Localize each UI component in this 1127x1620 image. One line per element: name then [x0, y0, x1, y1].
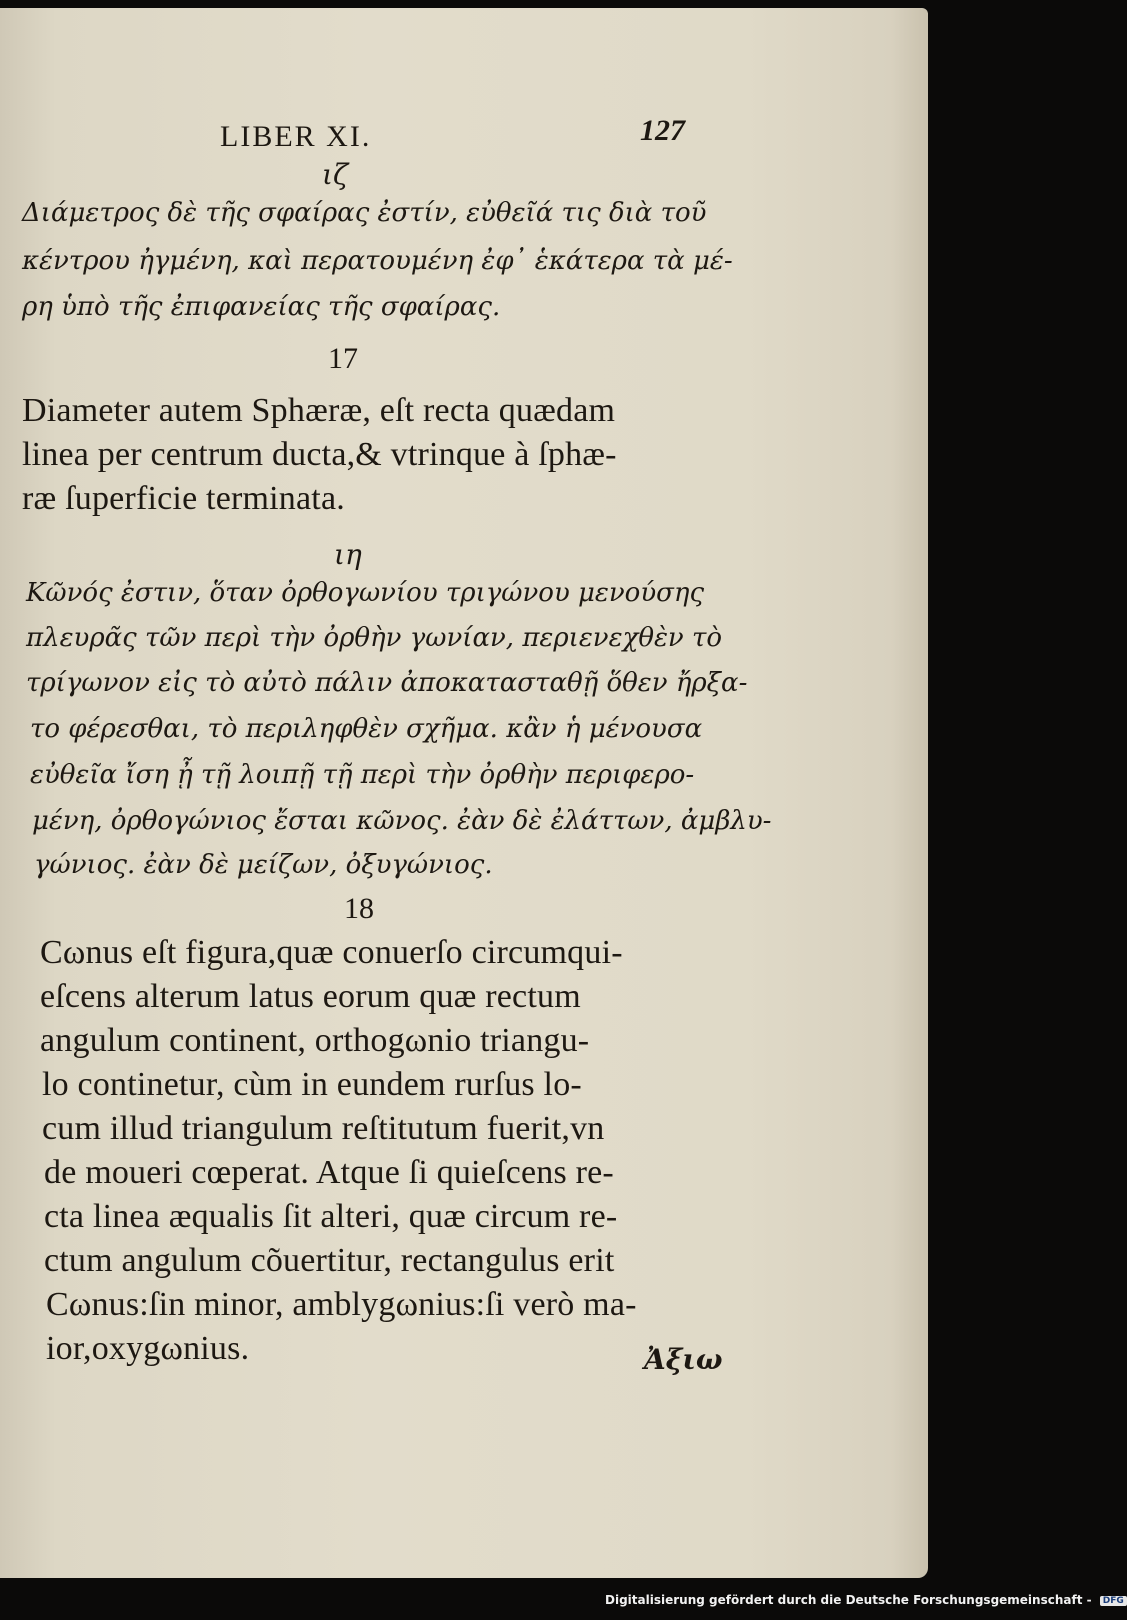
greek-line: Κῶνός ἐστιν, ὅταν ὀρθογωνίου τριγώνου μενούσης	[26, 578, 705, 608]
section-number: 17	[328, 342, 358, 375]
greek-line: γώνιος. ἐὰν δὲ μείζων, ὀξυγώνιος.	[34, 850, 493, 880]
digitization-credit	[605, 1593, 1127, 1607]
latin-line: ctum angulum cõuertitur, rectangulus erit	[44, 1242, 615, 1279]
latin-line: ior,oxygωnius.	[46, 1330, 250, 1367]
dfg-logo: DFG	[1100, 1596, 1127, 1606]
latin-line: de moueri cœperat. Atque ſi quieſcens re-	[44, 1154, 614, 1191]
book-page	[0, 8, 928, 1578]
latin-line: Cωnus eſt figura,quæ conuerſo circumqui-	[40, 934, 623, 971]
latin-line: linea per centrum ducta,& vtrinque à ſphæ-	[22, 436, 617, 473]
credit-text: Digitalisierung gefördert durch die Deutsche Forschungsgemeinschaft -	[605, 1593, 1092, 1607]
greek-line: τρίγωνον εἰς τὸ αὐτὸ πάλιν ἀποκατασταθῇ ὅθεν ἤρξα-	[26, 668, 748, 698]
greek-line: πλευρᾶς τῶν περὶ τὴν ὀρθὴν γωνίαν, περιενεχθὲν τὸ	[26, 623, 723, 653]
greek-line: κέντρου ἠγμένη, καὶ περατουμένη ἐφ᾽ ἑκάτερα τὰ μέ-	[22, 246, 733, 276]
bleed-through-texture	[500, 308, 880, 398]
running-head: LIBER XI.	[220, 120, 372, 153]
latin-line: lo continetur, cùm in eundem rurſus lo-	[42, 1066, 582, 1103]
greek-numeral: ιη	[334, 538, 362, 571]
greek-numeral: ιζ	[322, 158, 349, 191]
latin-line: angulum continent, orthogωnio triangu-	[40, 1022, 590, 1059]
greek-line: μένη, ὀρθογώνιος ἔσται κῶνος. ἐὰν δὲ ἐλάττων, ἀμβλυ-	[32, 806, 772, 836]
latin-line: eſcens alterum latus eorum quæ rectum	[40, 978, 581, 1015]
catchword: Ἀξιω	[644, 1343, 723, 1376]
latin-line: ræ ſuperficie terminata.	[22, 480, 345, 517]
greek-line: Διάμετρος δὲ τῆς σφαίρας ἐστίν, εὐθεῖά τις διὰ τοῦ	[22, 198, 707, 228]
latin-line: cta linea æqualis ſit alteri, quæ circum re-	[44, 1198, 618, 1235]
greek-line: το φέρεσθαι, τὸ περιληφθὲν σχῆμα. κἂν ἡ μένουσα	[30, 714, 703, 744]
latin-line: cum illud triangulum reſtitutum fuerit,vn	[42, 1110, 605, 1147]
greek-line: ρη ὑπὸ τῆς ἐπιφανείας τῆς σφαίρας.	[22, 292, 501, 322]
greek-line: εὐθεῖα ἴση ᾖ τῇ λοιπῇ τῇ περὶ τὴν ὀρθὴν περιφερο-	[30, 760, 695, 790]
latin-line: Cωnus:ſin minor, amblygωnius:ſi verò ma-	[46, 1286, 637, 1323]
latin-line: Diameter autem Sphæræ, eſt recta quædam	[22, 392, 616, 429]
page-number: 127	[640, 114, 685, 147]
section-number: 18	[344, 892, 374, 925]
